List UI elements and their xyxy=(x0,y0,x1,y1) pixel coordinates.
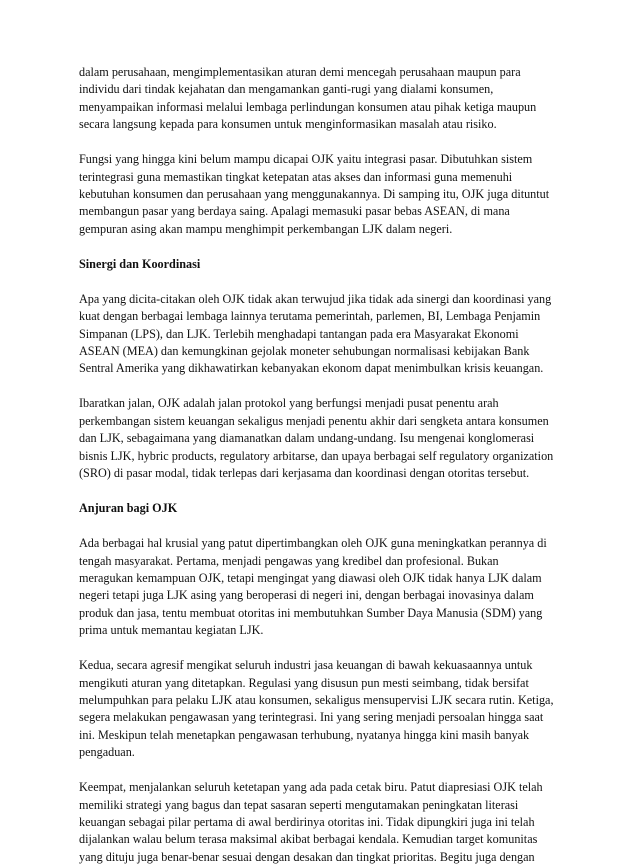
text-line: (SRO) di pasar modal, tidak terlepas dari kerjasama dan koordinasi dengan otoritas tersebut. xyxy=(79,466,530,481)
text-line: ASEAN (MEA) dan kemungkinan gejolak moneter sehubungan normalisasi kebijakan Bank xyxy=(79,344,530,359)
paragraph xyxy=(79,535,564,639)
text-line: Fungsi yang hingga kini belum mampu dicapai OJK yaitu integrasi pasar. Dibutuhkan sistem xyxy=(79,152,533,167)
text-line: menyampaikan informasi melalui lembaga perlindungan konsumen atau pihak ketiga maupun xyxy=(79,99,537,114)
text-line: melumpuhkan para pelaku LJK atau konsumen, sekaligus mensupervisi LJK secara rutin. Ketiga, xyxy=(79,692,554,707)
text-line: prima untuk memantau kegiatan LJK. xyxy=(79,623,264,638)
text-line: secara langsung kepada para konsumen untuk menginformasikan masalah atau risiko. xyxy=(79,117,497,132)
text-line: dalam perusahaan, mengimplementasikan aturan demi mencegah perusahaan maupun para xyxy=(79,65,521,79)
text-line: kuat dengan berbagai lembaga lainnya terutama pemerintah, parlemen, BI, Lembaga Penjamin xyxy=(79,309,541,324)
text-line: gempuran asing akan mampu menghimpit perkembangan LJK dalam negeri. xyxy=(79,221,453,236)
paragraph xyxy=(79,151,564,238)
text-line: bisnis LJK, hybric products, regulatory arbitarse, dan upaya berbagai self regulatory organization xyxy=(79,448,554,463)
text-line: kebutuhan konsumen dan perusahaan yang menggunakannya. Di samping itu, OJK juga dituntut xyxy=(79,187,550,202)
text-line: meragukan kemampuan OJK, tetapi mengingat yang diawasi oleh OJK tidak hanya LJK dalam xyxy=(79,570,542,585)
text-line: segera melakukan pengawasan yang terintegrasi. Ini yang sering menjadi persoalan hingga saat xyxy=(79,710,544,725)
text-line: dan LJK, sebagaimana yang diamanatkan dalam undang-undang. Isu mengenai konglomerasi xyxy=(79,431,535,446)
text-line: keuangan sebagai pilar pertama di awal berdirinya otoritas ini. Tidak dipungkiri juga ini telah xyxy=(79,814,535,829)
text-line: produk dan jasa, tentu membuat otoritas ini membutuhkan Sumber Daya Manusia (SDM) yang xyxy=(79,605,543,620)
text-line: tengah masyarakat. Pertama, menjadi pengawas yang kredibel dan profesional. Bukan xyxy=(79,553,499,568)
paragraph xyxy=(79,395,564,482)
paragraph xyxy=(79,657,564,761)
text-line: perkembangan sistem keuangan sekaligus menjadi penentu akhir dari sengketa antara konsumen xyxy=(79,413,549,428)
text-line: Ibaratkan jalan, OJK adalah jalan protokol yang berfungsi menjadi pusat penentu arah xyxy=(79,396,499,411)
section-heading: Sinergi dan Koordinasi xyxy=(79,256,201,271)
text-line: negeri tetapi juga LJK asing yang beroperasi di negeri ini, dengan berbagai inovasinya dalam xyxy=(79,588,534,603)
text-line: Apa yang dicita-citakan oleh OJK tidak akan terwujud jika tidak ada sinergi dan koordinasi yang xyxy=(79,291,552,306)
paragraph xyxy=(79,779,564,866)
paragraph xyxy=(79,291,564,378)
text-line: yang dituju juga benar-benar sesuai dengan desakan dan tingkat prioritas. Begitu juga dengan xyxy=(79,849,535,864)
text-line: ini. Meskipun telah menetapkan pengawasan terhubung, nyatanya hingga kini masih banyak xyxy=(79,727,530,742)
text-line: mengikuti aturan yang ditetapkan. Regulasi yang disusun pun mesti seimbang, tidak bersifat xyxy=(79,675,529,690)
text-line: Keempat, menjalankan seluruh ketetapan yang ada pada cetak biru. Patut diapresiasi OJK telah xyxy=(79,780,543,795)
text-line: dijalankan walau belum terasa maksimal akibat berbagai kendala. Kemudian target komunitas xyxy=(79,832,538,847)
text-line: Ada berbagai hal krusial yang patut dipertimbangkan oleh OJK guna meningkatkan perannya di xyxy=(79,536,547,551)
text-line: terintegrasi guna memastikan tingkat ketepatan atas akses dan informasi guna memenuhi xyxy=(79,169,513,184)
text-line: Kedua, secara agresif mengikat seluruh industri jasa keuangan di bawah kekuasaannya untuk xyxy=(79,658,533,673)
section-heading: Anjuran bagi OJK xyxy=(79,501,178,516)
text-line: memiliki strategi yang bagus dan tepat sasaran seperti mengutamakan peningkatan literasi xyxy=(79,797,519,812)
text-line: Sentral Amerika yang dikhawatirkan kebanyakan ekonom dapat menimbulkan krisis keuangan. xyxy=(79,361,544,376)
text-line: Simpanan (LPS), dan LJK. Terlebih menghadapi tantangan pada era Masyarakat Ekonomi xyxy=(79,326,519,341)
text-line: pengaduan. xyxy=(79,745,135,760)
text-line: individu dari tindak kejahatan dan mengamankan ganti-rugi yang dialami konsumen, xyxy=(79,82,494,97)
paragraph xyxy=(79,64,564,134)
text-line: membangun pasar yang berdaya saing. Apalagi memasuki pasar bebas ASEAN, di mana xyxy=(79,204,510,219)
